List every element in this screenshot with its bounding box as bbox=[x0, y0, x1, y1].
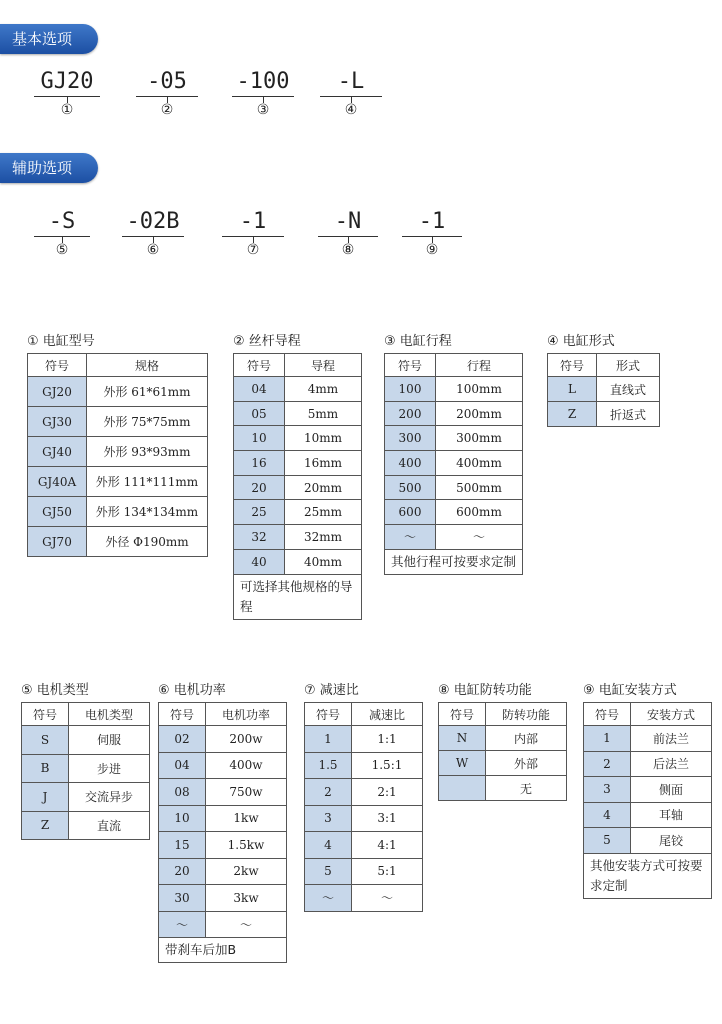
table-row bbox=[28, 467, 208, 497]
spec-table bbox=[583, 702, 712, 854]
code-text: -1 bbox=[418, 209, 446, 234]
value-cell: 500mm bbox=[436, 475, 523, 500]
table-stroke bbox=[384, 333, 523, 575]
code-index: ④ bbox=[344, 102, 358, 118]
value-cell: 3:1 bbox=[352, 805, 423, 832]
column-header: 符号 bbox=[305, 703, 352, 726]
table-motor-power bbox=[158, 682, 287, 963]
table-row bbox=[548, 402, 660, 427]
code-text: -N bbox=[334, 209, 362, 234]
symbol-cell: 15 bbox=[159, 832, 206, 859]
table-row bbox=[385, 475, 523, 500]
symbol-cell: 10 bbox=[159, 805, 206, 832]
column-header: 符号 bbox=[385, 354, 436, 377]
symbol-cell: 100 bbox=[385, 377, 436, 402]
table-title: ④ 电缸形式 bbox=[547, 334, 615, 349]
symbol-cell: 1.5 bbox=[305, 752, 352, 779]
table-row bbox=[159, 858, 287, 885]
code-index: ⑤ bbox=[55, 242, 69, 258]
value-cell: 25mm bbox=[285, 500, 362, 525]
symbol-cell: 30 bbox=[159, 885, 206, 912]
value-cell: 交流异步 bbox=[69, 783, 150, 812]
column-header: 电机类型 bbox=[69, 703, 150, 726]
table-row bbox=[28, 377, 208, 407]
value-cell: 4mm bbox=[285, 377, 362, 402]
table-title: ⑧ 电缸防转功能 bbox=[438, 683, 532, 698]
symbol-cell: GJ20 bbox=[28, 377, 87, 407]
table-note: 可选择其他规格的导程 bbox=[233, 575, 362, 620]
table-title: ⑤ 电机类型 bbox=[21, 683, 89, 698]
symbol-cell: 2 bbox=[584, 751, 631, 777]
symbol-cell: 1 bbox=[584, 726, 631, 752]
aux-options-header: 辅助选项 bbox=[0, 153, 98, 183]
table-row bbox=[385, 401, 523, 426]
value-cell: 10mm bbox=[285, 426, 362, 451]
value-cell: 400mm bbox=[436, 451, 523, 476]
column-header: 规格 bbox=[87, 354, 208, 377]
value-cell: 400w bbox=[206, 752, 287, 779]
symbol-cell: GJ40A bbox=[28, 467, 87, 497]
column-header: 符号 bbox=[439, 703, 486, 726]
table-row bbox=[305, 805, 423, 832]
table-title: ① 电缸型号 bbox=[27, 334, 95, 349]
symbol-cell: 1 bbox=[305, 726, 352, 753]
table-row bbox=[305, 832, 423, 859]
code-text: -S bbox=[48, 209, 76, 234]
code-text: -1 bbox=[239, 209, 267, 234]
symbol-cell: 4 bbox=[584, 802, 631, 828]
table-row bbox=[159, 885, 287, 912]
table-row bbox=[234, 451, 362, 476]
symbol-cell: 600 bbox=[385, 500, 436, 525]
symbol-cell: 08 bbox=[159, 779, 206, 806]
table-row bbox=[234, 500, 362, 525]
symbol-cell bbox=[439, 776, 486, 801]
table-row bbox=[584, 726, 712, 752]
table-row bbox=[305, 779, 423, 806]
code-segment bbox=[222, 210, 284, 257]
symbol-cell: 04 bbox=[234, 377, 285, 402]
value-cell: 600mm bbox=[436, 500, 523, 525]
table-row bbox=[584, 828, 712, 854]
table-row bbox=[584, 802, 712, 828]
value-cell: 200w bbox=[206, 726, 287, 753]
value-cell: 外形 75*75mm bbox=[87, 407, 208, 437]
table-row bbox=[28, 527, 208, 557]
symbol-cell: 25 bbox=[234, 500, 285, 525]
symbol-cell: 5 bbox=[305, 858, 352, 885]
code-segment bbox=[122, 210, 184, 257]
spec-table bbox=[158, 702, 287, 938]
table-row bbox=[548, 377, 660, 402]
table-row bbox=[159, 779, 287, 806]
table-row bbox=[234, 549, 362, 574]
symbol-cell: J bbox=[22, 783, 69, 812]
basic-options-header: 基本选项 bbox=[0, 24, 98, 54]
code-segment bbox=[320, 70, 382, 117]
value-cell: 侧面 bbox=[631, 777, 712, 803]
table-cylinder-form bbox=[547, 333, 660, 427]
spec-table bbox=[438, 702, 567, 801]
symbol-cell: ～ bbox=[305, 885, 352, 912]
value-cell: 2kw bbox=[206, 858, 287, 885]
table-row bbox=[159, 911, 287, 938]
table-row bbox=[439, 776, 567, 801]
table-note: 其他行程可按要求定制 bbox=[384, 550, 523, 575]
value-cell: 直线式 bbox=[597, 377, 660, 402]
table-row bbox=[22, 811, 150, 840]
value-cell: 前法兰 bbox=[631, 726, 712, 752]
table-anti-rotation bbox=[438, 682, 567, 801]
column-header: 电机功率 bbox=[206, 703, 287, 726]
code-segment bbox=[34, 210, 90, 257]
symbol-cell: 2 bbox=[305, 779, 352, 806]
code-segment bbox=[136, 70, 198, 117]
symbol-cell: Z bbox=[548, 402, 597, 427]
symbol-cell: 20 bbox=[159, 858, 206, 885]
table-row bbox=[234, 377, 362, 402]
symbol-cell: 02 bbox=[159, 726, 206, 753]
value-cell: 20mm bbox=[285, 475, 362, 500]
symbol-cell: 04 bbox=[159, 752, 206, 779]
column-header: 符号 bbox=[22, 703, 69, 726]
table-row bbox=[385, 525, 523, 550]
table-row bbox=[159, 805, 287, 832]
value-cell: 1.5kw bbox=[206, 832, 287, 859]
value-cell: 外部 bbox=[486, 751, 567, 776]
value-cell: ～ bbox=[206, 911, 287, 938]
column-header: 形式 bbox=[597, 354, 660, 377]
column-header: 符号 bbox=[584, 703, 631, 726]
table-row bbox=[234, 525, 362, 550]
table-row bbox=[305, 885, 423, 912]
value-cell: 750w bbox=[206, 779, 287, 806]
table-note: 其他安装方式可按要求定制 bbox=[583, 854, 712, 899]
value-cell: 外形 61*61mm bbox=[87, 377, 208, 407]
code-index: ⑧ bbox=[341, 242, 355, 258]
column-header: 减速比 bbox=[352, 703, 423, 726]
symbol-cell: GJ30 bbox=[28, 407, 87, 437]
symbol-cell: B bbox=[22, 754, 69, 783]
spec-table bbox=[547, 353, 660, 427]
symbol-cell: GJ50 bbox=[28, 497, 87, 527]
code-text: -05 bbox=[147, 69, 187, 94]
code-segment bbox=[402, 210, 462, 257]
column-header: 符号 bbox=[159, 703, 206, 726]
symbol-cell: 500 bbox=[385, 475, 436, 500]
table-row bbox=[234, 475, 362, 500]
symbol-cell: 3 bbox=[584, 777, 631, 803]
symbol-cell: 3 bbox=[305, 805, 352, 832]
value-cell: 2:1 bbox=[352, 779, 423, 806]
table-row bbox=[385, 500, 523, 525]
code-text: GJ20 bbox=[40, 69, 94, 94]
value-cell: 耳轴 bbox=[631, 802, 712, 828]
value-cell: ～ bbox=[436, 525, 523, 550]
value-cell: 32mm bbox=[285, 525, 362, 550]
symbol-cell: 5 bbox=[584, 828, 631, 854]
code-text: -100 bbox=[236, 69, 290, 94]
table-note: 带刹车后加B bbox=[158, 938, 287, 963]
code-index: ③ bbox=[256, 102, 270, 118]
symbol-cell: ～ bbox=[385, 525, 436, 550]
code-text: -02B bbox=[126, 209, 180, 234]
symbol-cell: 40 bbox=[234, 549, 285, 574]
table-row bbox=[305, 752, 423, 779]
value-cell: 1:1 bbox=[352, 726, 423, 753]
value-cell: 3kw bbox=[206, 885, 287, 912]
table-row bbox=[584, 777, 712, 803]
column-header: 防转功能 bbox=[486, 703, 567, 726]
table-row bbox=[22, 783, 150, 812]
table-screw-lead bbox=[233, 333, 362, 620]
symbol-cell: 4 bbox=[305, 832, 352, 859]
table-mounting bbox=[583, 682, 712, 899]
table-row bbox=[305, 726, 423, 753]
table-row bbox=[385, 426, 523, 451]
table-row bbox=[28, 407, 208, 437]
symbol-cell: 05 bbox=[234, 401, 285, 426]
spec-table bbox=[304, 702, 423, 912]
table-row bbox=[439, 726, 567, 751]
symbol-cell: S bbox=[22, 726, 69, 755]
table-row bbox=[28, 437, 208, 467]
table-cylinder-model bbox=[27, 333, 208, 557]
value-cell: 外形 111*111mm bbox=[87, 467, 208, 497]
table-row bbox=[305, 858, 423, 885]
value-cell: 40mm bbox=[285, 549, 362, 574]
table-title: ③ 电缸行程 bbox=[384, 334, 452, 349]
table-row bbox=[385, 451, 523, 476]
symbol-cell: W bbox=[439, 751, 486, 776]
column-header: 行程 bbox=[436, 354, 523, 377]
spec-table bbox=[233, 353, 362, 575]
symbol-cell: 400 bbox=[385, 451, 436, 476]
symbol-cell: 20 bbox=[234, 475, 285, 500]
symbol-cell: GJ70 bbox=[28, 527, 87, 557]
table-title: ⑦ 减速比 bbox=[304, 683, 359, 698]
table-row bbox=[159, 832, 287, 859]
column-header: 符号 bbox=[28, 354, 87, 377]
symbol-cell: 10 bbox=[234, 426, 285, 451]
spec-table bbox=[21, 702, 150, 840]
code-segment bbox=[232, 70, 294, 117]
table-title: ② 丝杆导程 bbox=[233, 334, 301, 349]
table-row bbox=[234, 426, 362, 451]
symbol-cell: GJ40 bbox=[28, 437, 87, 467]
symbol-cell: 16 bbox=[234, 451, 285, 476]
value-cell: 200mm bbox=[436, 401, 523, 426]
table-title: ⑨ 电缸安装方式 bbox=[583, 683, 677, 698]
value-cell: 16mm bbox=[285, 451, 362, 476]
table-row bbox=[22, 726, 150, 755]
table-row bbox=[584, 751, 712, 777]
table-motor-type bbox=[21, 682, 150, 840]
value-cell: 尾铰 bbox=[631, 828, 712, 854]
column-header: 符号 bbox=[548, 354, 597, 377]
table-row bbox=[234, 401, 362, 426]
value-cell: 100mm bbox=[436, 377, 523, 402]
table-row bbox=[439, 751, 567, 776]
column-header: 安装方式 bbox=[631, 703, 712, 726]
value-cell: 外形 134*134mm bbox=[87, 497, 208, 527]
table-row bbox=[385, 377, 523, 402]
column-header: 导程 bbox=[285, 354, 362, 377]
symbol-cell: 300 bbox=[385, 426, 436, 451]
table-reduction-ratio bbox=[304, 682, 423, 912]
value-cell: 外形 93*93mm bbox=[87, 437, 208, 467]
table-title: ⑥ 电机功率 bbox=[158, 683, 226, 698]
code-segment bbox=[34, 70, 100, 117]
code-text: -L bbox=[337, 69, 365, 94]
spec-table bbox=[27, 353, 208, 557]
value-cell: 伺服 bbox=[69, 726, 150, 755]
symbol-cell: ～ bbox=[159, 911, 206, 938]
value-cell: 后法兰 bbox=[631, 751, 712, 777]
code-segment bbox=[318, 210, 378, 257]
symbol-cell: 200 bbox=[385, 401, 436, 426]
value-cell: ～ bbox=[352, 885, 423, 912]
value-cell: 1.5:1 bbox=[352, 752, 423, 779]
symbol-cell: 32 bbox=[234, 525, 285, 550]
value-cell: 直流 bbox=[69, 811, 150, 840]
code-index: ① bbox=[60, 102, 74, 118]
value-cell: 内部 bbox=[486, 726, 567, 751]
symbol-cell: L bbox=[548, 377, 597, 402]
value-cell: 外径 Φ190mm bbox=[87, 527, 208, 557]
value-cell: 步进 bbox=[69, 754, 150, 783]
symbol-cell: Z bbox=[22, 811, 69, 840]
table-row bbox=[159, 752, 287, 779]
code-index: ⑨ bbox=[425, 242, 439, 258]
code-index: ⑦ bbox=[246, 242, 260, 258]
value-cell: 无 bbox=[486, 776, 567, 801]
code-index: ② bbox=[160, 102, 174, 118]
value-cell: 5:1 bbox=[352, 858, 423, 885]
code-index: ⑥ bbox=[146, 242, 160, 258]
value-cell: 5mm bbox=[285, 401, 362, 426]
value-cell: 300mm bbox=[436, 426, 523, 451]
table-row bbox=[22, 754, 150, 783]
symbol-cell: N bbox=[439, 726, 486, 751]
value-cell: 折返式 bbox=[597, 402, 660, 427]
spec-table bbox=[384, 353, 523, 550]
column-header: 符号 bbox=[234, 354, 285, 377]
value-cell: 4:1 bbox=[352, 832, 423, 859]
table-row bbox=[159, 726, 287, 753]
value-cell: 1kw bbox=[206, 805, 287, 832]
table-row bbox=[28, 497, 208, 527]
